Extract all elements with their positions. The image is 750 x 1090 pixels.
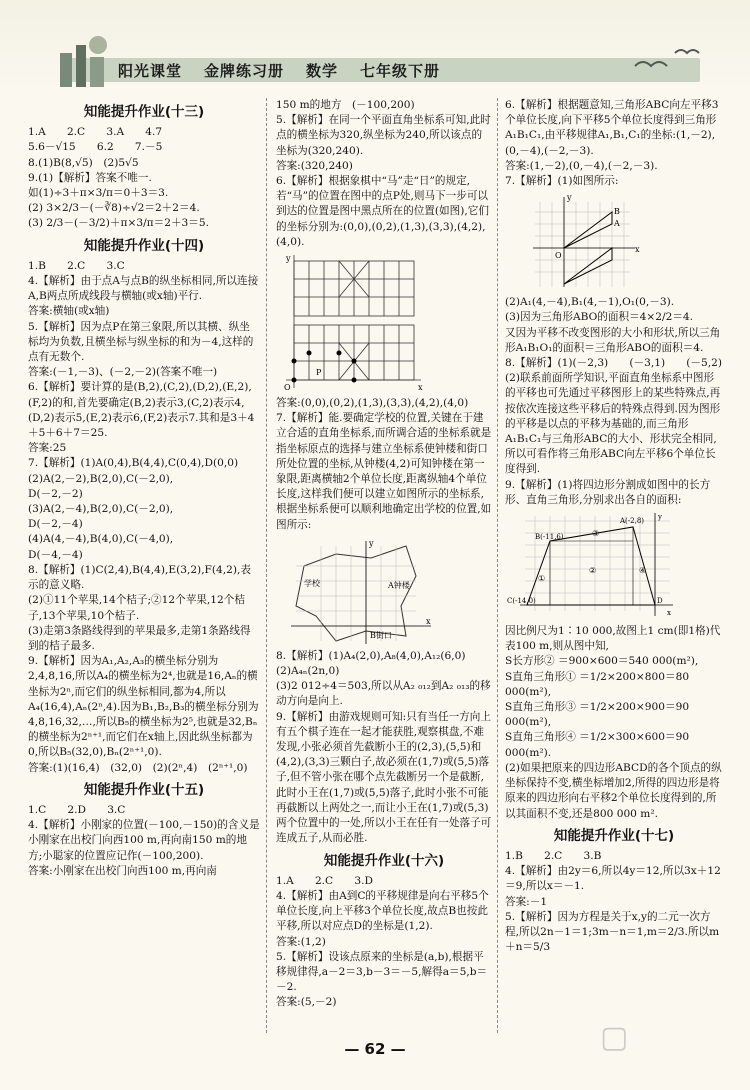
answer-line: 9.【解析】(1)将四边形分割成如图中的长方形、直角三角形,分别求出各自的面积: (505, 478, 711, 506)
answer-line: (2) 3×2/3－(－∛8)÷√2＝2＋2＝4. (28, 202, 200, 215)
watermark-logo: ▢ (600, 1020, 629, 1055)
answer-line: (2)A₁(4,－4),B₁(4,－1),O₁(0,－3). (505, 296, 675, 309)
answer-line: 5.【解析】因为点P在第三象限,所以其横、纵坐标均为负数,且横坐标与纵坐标的和为－4,这样的点有无数个. (28, 320, 254, 364)
answer-line: 8.(1)B(8,√5) (2)5√5 (28, 156, 139, 169)
answer-line: D(－4,－4) (28, 548, 83, 561)
svg-text:y: y (658, 513, 662, 522)
answer-line: 答案:小刚家在出校门向西100 m,再向南 (28, 864, 217, 877)
answer-line: 答案:(1,－2),(0,－4),(－2,－3). (505, 159, 658, 172)
svg-text:②: ② (589, 566, 597, 576)
answer-line: D(－2,－2) (28, 487, 83, 500)
answer-line: 4.【解析】小刚家的位置(－100,－150)的含义是小刚家在出校门向西100 m,再向南150 m的地方;小聪家的位置应记作(－100,200). (28, 819, 260, 862)
answer-line: 又因为平移不改变图形的大小和形状,所以三角形A₁B₁O₁的面积＝三角形ABO的面积＝4. (505, 326, 721, 354)
answer-line: 5.6－√15 6.2 7.－5 (28, 141, 163, 154)
answer-line: 150 m的地方 (－100,200) (276, 99, 415, 111)
answer-line: 答案:(1)(16,4) (32,0) (2)(2ⁿ,4) (2ⁿ⁺¹,0) (28, 761, 248, 774)
svg-text:A(-2,8): A(-2,8) (620, 517, 645, 526)
answer-line: 7.【解析】(1)A(0,4),B(4,4),C(0,4),D(0,0) (28, 457, 239, 470)
answer-line: S直角三角形③ ＝1/2×200×900＝90 000(m²), (505, 701, 690, 729)
svg-text:x: x (426, 616, 431, 626)
answer-line: 6.【解析】要计算的是(B,2),(C,2),(D,2),(E,2),(F,2)的和,首先要确定(B,2)表示3,(C,2)表示4,(D,2)表示5,(E,2)表示6,(F,2)表示7.其和是3＋4＋5＋6＋7＝25. (28, 381, 255, 440)
answer-line: 9.【解析】因为A₁,A₂,A₃的横坐标分别为2,4,8,16,所以A₄的横坐标为2⁴,也就是16,Aₙ的横坐标为2ⁿ,而它们的纵坐标相同,都为4,所以A₄(16,4),Aₙ(2ⁿ,4).因为B₁,B₂,B₃的横坐标分别为4,8,16,32,…,所以B₅的横坐标为2⁵,也就是32,Bₙ的横坐标为2ⁿ⁺¹,而它们在x轴上,因此纵坐标都为0,所以B₅(32,0),Bₙ(2ⁿ⁺¹,0). (28, 655, 259, 759)
svg-text:A: A (614, 219, 620, 229)
answer-line: 答案:横轴(或x轴) (28, 305, 110, 318)
answer-column-2 (276, 98, 492, 1011)
answer-line: S长方形② ＝900×600＝540 000(m²), (505, 655, 699, 668)
answer-line: 4.【解析】由A到C的平移规律是向右平移5个单位长度,向上平移3个单位长度,故点B也按此平移,所以对应点D的坐标是(1,2). (276, 889, 489, 933)
answer-line: 如(1)÷3＋π×3/π＝0＋3＝3. (28, 187, 169, 200)
answer-line: S直角三角形④ ＝1/2×300×600＝90 000(m²). (505, 731, 690, 759)
answer-line: (3)2 012÷4＝503,所以从A₂ ₀₁₂到A₂ ₀₁₃的移动方向是向上. (276, 680, 491, 708)
answer-line: 答案:(1,2) (276, 935, 326, 948)
translation-grid-figure (505, 192, 645, 292)
column-separator (266, 98, 267, 1033)
answer-line: 答案:－1 (505, 895, 548, 908)
answer-line: D(－2,－4) (28, 518, 83, 531)
answer-line: 9.【解析】由游戏规则可知:只有当任一方向上有五个棋子连在一起才能获胜,观察棋盘,不难发现,小张必须首先截断小王的(2,3),(5,5)和(4,2),(3,3)三颗白子,故必须在(1,7)或(5,5)落子,但不管小张在哪个点先截断另一个是截断,此时小王在(1,7)或(5,5)落子,此时小张不可能再截断以上两处之一,而让小王在(1,7)或(5,3)两个位置中的一处,所以小王在任有一处落子可连成五子,从而必胜. (276, 710, 492, 845)
answer-line: (2)A₄ₙ(2n,0) (276, 665, 340, 678)
answer-line: 答案:25 (28, 442, 67, 455)
section-title: 知能提升作业(十七) (553, 827, 675, 844)
answer-line: (2)①11个苹果,14个桔子;②12个苹果,12个桔子,13个苹果,10个桔子. (28, 594, 245, 622)
answer-line: 因比例尺为1∶10 000,故图上1 cm(即1格)代表100 m,则从图中知, (505, 625, 721, 653)
answer-line: (2)A(2,－2),B(2,0),C(－2,0), (28, 472, 174, 485)
answer-line: (4)A(4,－4),B(4,0),C(－4,0), (28, 533, 174, 546)
answer-line: 7.【解析】(1)如图所示: (505, 175, 619, 188)
answer-line: S直角三角形① ＝1/2×200×800＝80 000(m²), (505, 670, 690, 698)
svg-text:B(-11,6): B(-11,6) (535, 533, 564, 542)
section-title: 知能提升作业(十五) (83, 781, 205, 798)
svg-text:学校: 学校 (304, 578, 320, 588)
answer-line: (3)因为三角形ABO的面积＝4×2/2＝4. (505, 311, 694, 324)
header-title: 阳光课堂 金牌练习册 数学 七年级下册 (118, 62, 441, 80)
page-number: — 62 — (344, 1040, 406, 1058)
answer-line: 5.【解析】因为方程是关于x,y的二元一次方程,所以2n－1＝1;3m－n＝1,m＝2/3.所以m＋n＝5/3 (505, 910, 720, 954)
answer-line: 1.C 2.D 3.C (28, 803, 126, 816)
svg-text:y: y (567, 193, 572, 203)
answer-line: 7.【解析】能.要确定学校的位置,关键在于建立合适的直角坐标系,而所调合适的坐标系就是指坐标原点的选择与建立坐标系使钟楼和街口所处位置的坐标,从钟楼(4,2)可知钟楼在第一象限,距离横轴2个单位长度,距离纵轴4个单位长度,这样我们便可以建立如图所示的坐标系,根据坐标系便可以顺利地确定出学校的位置,如图所示: (276, 412, 492, 531)
svg-text:C(-14,0): C(-14,0) (507, 597, 536, 606)
answer-column-1 (28, 98, 260, 879)
svg-text:④: ④ (639, 566, 647, 576)
answer-line: 1.A 2.C 3.D (276, 874, 373, 887)
answer-line: (3) 2/3－(－3/2)＋π×3/π＝2＋3＝5. (28, 217, 209, 230)
answer-line: (2)联系前面所学知识,平面直角坐标系中图形的平移也可先通过平移图形上的某些特殊点,再按依次连接这些平移后的特殊点得到.因为图形的平移是以点的平移为基础的,而三角形A₁B₁C₁与三角形ABC的大小、形状完全相同,所以可看作将三角形ABC向左平移6个单位长度得到. (505, 372, 721, 476)
svg-text:y: y (369, 538, 374, 548)
answer-line: (3)走第3条路线得到的苹果最多,走第1条路线得到的桔子最多. (28, 624, 251, 652)
answer-line: 1.B 2.C 3.B (505, 849, 602, 862)
answer-line: 6.【解析】根据题意知,三角形ABC向左平移3个单位长度,向下平移5个单位长度得到三角形A₁B₁C₁,由平移规律A₁,B₁,C₁的坐标:(1,－2),(0,－4),(－2,－3). (505, 99, 719, 157)
quadrilateral-grid-figure (505, 511, 675, 621)
answer-line: 8.【解析】(1)A₄(2,0),A₈(4,0),A₁₂(6,0) (276, 649, 466, 662)
svg-text:D: D (657, 597, 663, 606)
answer-line: 答案:(320,240) (276, 159, 353, 172)
column-separator (497, 98, 498, 1033)
svg-text:③: ③ (592, 529, 600, 539)
svg-text:P: P (316, 368, 322, 378)
svg-text:①: ① (538, 574, 546, 584)
svg-text:x: x (635, 245, 640, 255)
svg-text:A钟楼: A钟楼 (388, 580, 410, 590)
answer-line: 6.【解析】根据象棋中“马”走“日”的规定,若“马”的位置在图中的点P处,则马下一步可以到达的位置是图中黑点所在的位置(如图),它们的坐标分别为:(0,0),(0,2),(1,3),(3,3),(4,2),(4,0). (276, 175, 489, 248)
answer-line: 9.(1)【解析】答案不唯一. (28, 171, 152, 184)
answer-line: 5.【解析】在同一个平面直角坐标系可知,此时点的横坐标为320,纵坐标为240,所以该点的坐标为(320,240). (276, 114, 491, 157)
building-icon (50, 31, 120, 91)
answer-line: (2)如果把原来的四边形ABCD的各个顶点的纵坐标保持不变,横坐标增加2,所得的四边形是将原来的四边形向右平移2个单位长度得到的,所以其面积不变,还是800 000 m². (505, 761, 722, 820)
answer-line: 答案:(0,0),(0,2),(1,3),(3,3),(4,2),(4,0) (276, 397, 469, 410)
chess-board-figure (276, 253, 426, 393)
answer-line: 5.【解析】设该点原来的坐标是(a,b),根据平移规律得,a－2＝3,b－3＝－5,解得a＝5,b＝－2. (276, 950, 488, 994)
answer-line: 答案:(5,－2) (276, 996, 337, 1009)
answer-line: 8.【解析】(1)(－2,3) (－3,1) (－5,2) (505, 357, 722, 370)
section-title: 知能提升作业(十三) (83, 104, 205, 120)
answer-line: (3)A(2,－4),B(2,0),C(－2,0), (28, 503, 174, 516)
svg-text:x: x (667, 609, 671, 618)
birds-icon (630, 41, 720, 81)
svg-text:B街口: B街口 (370, 630, 392, 640)
svg-text:O: O (284, 383, 291, 393)
answer-line: 8.【解析】(1)C(2,4),B(4,4),E(3,2),F(4,2),表示的意义略. (28, 563, 251, 592)
section-title: 知能提升作业(十四) (83, 237, 205, 254)
answer-column-3 (505, 98, 723, 955)
svg-text:x: x (418, 383, 423, 393)
section-title: 知能提升作业(十六) (323, 852, 445, 869)
page-header (0, 0, 750, 92)
answer-line: 1.B 2.C 3.C (28, 259, 125, 272)
school-map-figure (276, 536, 436, 646)
answer-line: 4.【解析】由于点A与点B的纵坐标相同,所以连接A,B两点所成线段与横轴(或x轴)平行. (28, 275, 259, 303)
answer-line: 答案:(－1,－3)、(－2,－2)(答案不唯一) (28, 366, 218, 379)
svg-text:y: y (286, 254, 291, 264)
answer-line: 4.【解析】由2y＝6,所以4y＝12,所以3x＋12＝9,所以x＝－1. (505, 865, 721, 893)
svg-text:B: B (614, 207, 620, 217)
svg-text:O: O (555, 251, 562, 261)
answer-line: 1.A 2.C 3.A 4.7 (28, 126, 163, 139)
